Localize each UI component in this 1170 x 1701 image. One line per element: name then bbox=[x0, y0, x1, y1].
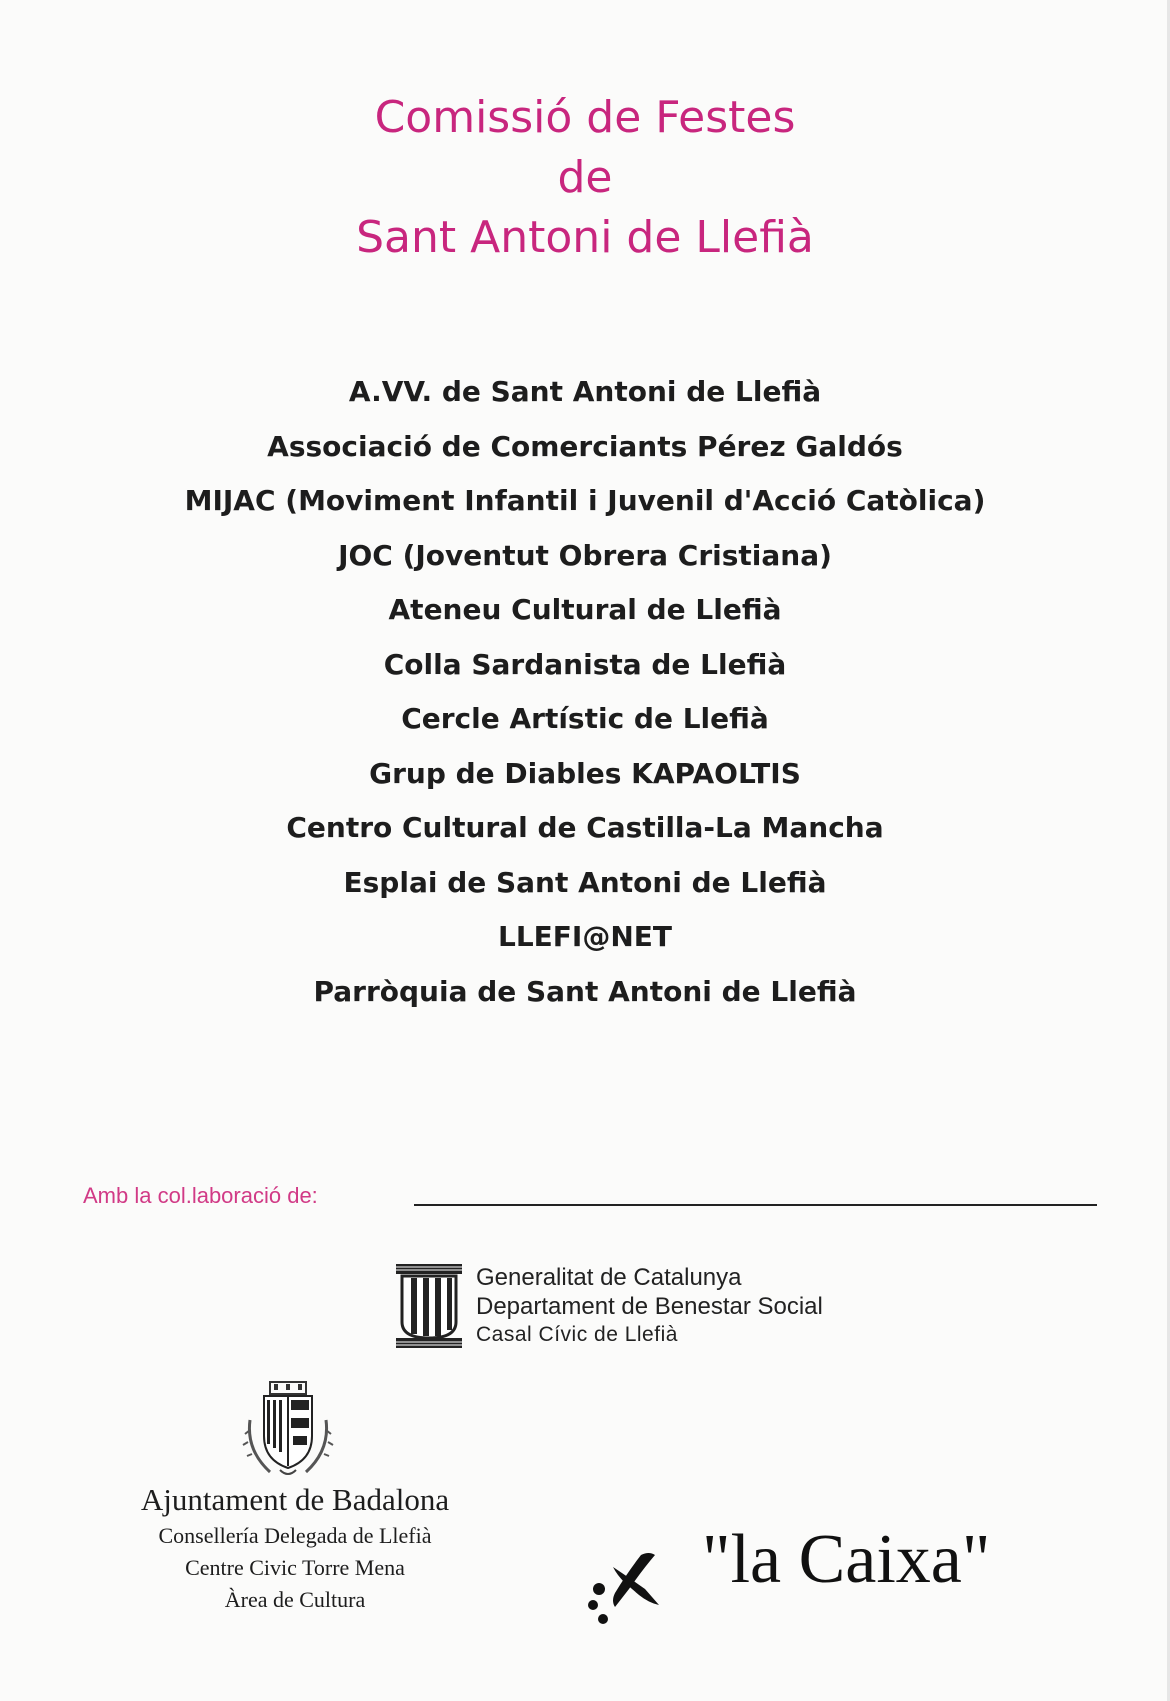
organization-item: A.VV. de Sant Antoni de Llefià bbox=[348, 375, 822, 408]
organization-item: Cercle Artístic de Llefià bbox=[401, 702, 769, 735]
collaboration-rule bbox=[414, 1204, 1097, 1206]
ajuntament-line-1: Consellería Delegada de Llefià bbox=[158, 1523, 432, 1548]
organization-item: Parròquia de Sant Antoni de Llefià bbox=[313, 974, 857, 1008]
title-line-1: Comissió de Festes bbox=[374, 92, 796, 143]
catalan-shield-icon bbox=[396, 1264, 462, 1348]
page-title bbox=[0, 88, 1170, 268]
organization-item: LLEFI@NET bbox=[497, 920, 672, 953]
organization-item: Associació de Comerciants Pérez Galdós bbox=[267, 429, 903, 463]
organization-item: Ateneu Cultural de Llefià bbox=[388, 593, 782, 626]
generalitat-block bbox=[476, 1263, 823, 1348]
caixa-star-icon bbox=[585, 1545, 671, 1625]
caixa-name: "la Caixa" bbox=[702, 1521, 991, 1598]
generalitat-venue: Casal Cívic de Llefià bbox=[476, 1323, 678, 1346]
title-line-2: de bbox=[557, 152, 613, 203]
organization-item: MIJAC (Moviment Infantil i Juvenil d'Acció Catòlica) bbox=[184, 484, 986, 517]
organization-item: Grup de Diables KAPAOLTIS bbox=[369, 756, 801, 790]
generalitat-department: Departament de Benestar Social bbox=[476, 1293, 823, 1320]
ajuntament-name: Ajuntament de Badalona bbox=[140, 1482, 450, 1517]
title-line-3: Sant Antoni de Llefià bbox=[356, 212, 814, 263]
ajuntament-line-2: Centre Civic Torre Mena bbox=[185, 1555, 405, 1580]
badalona-crest-icon bbox=[240, 1380, 336, 1480]
organization-item: Esplai de Sant Antoni de Llefià bbox=[343, 865, 827, 899]
organization-item: JOC (Joventut Obrera Cristiana) bbox=[338, 538, 832, 572]
organization-item: Colla Sardanista de Llefià bbox=[383, 647, 787, 681]
organization-item: Centro Cultural de Castilla-La Mancha bbox=[286, 811, 884, 844]
organizations-list bbox=[0, 365, 1170, 1019]
ajuntament-block bbox=[60, 1480, 530, 1616]
ajuntament-line-3: Àrea de Cultura bbox=[224, 1587, 366, 1612]
generalitat-name: Generalitat de Catalunya bbox=[476, 1264, 742, 1291]
collaboration-label: Amb la col.laboració de: bbox=[83, 1183, 318, 1208]
